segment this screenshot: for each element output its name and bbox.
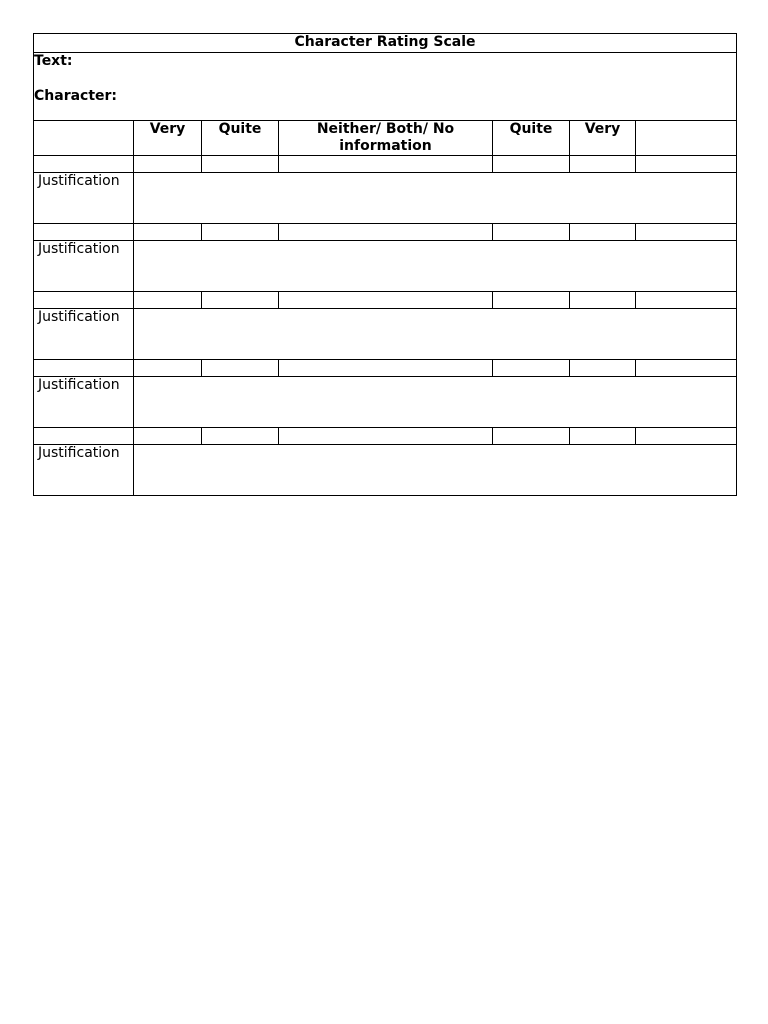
trait-cell-left[interactable] [34,292,134,309]
justification-row [34,309,737,360]
header-quite-left: Quite [202,121,279,156]
header-very-right: Very [570,121,636,156]
rating-cell-neither[interactable] [279,292,493,309]
rating-cell-very-left[interactable] [134,224,202,241]
rating-cell-very-left[interactable] [134,428,202,445]
justification-label: Justification [34,309,134,360]
header-neither: Neither/ Both/ No information [279,121,493,156]
header-very-left: Very [134,121,202,156]
trait-cell-right[interactable] [636,360,737,377]
table-title: Character Rating Scale [34,34,737,53]
rating-cell-very-left[interactable] [134,292,202,309]
rating-cell-quite-right[interactable] [493,292,570,309]
rating-cell-neither[interactable] [279,360,493,377]
character-label: Character: [34,88,118,104]
rating-cell-quite-right[interactable] [493,428,570,445]
justification-row [34,445,737,496]
justification-field[interactable] [134,377,737,428]
rating-cell-quite-left[interactable] [202,156,279,173]
rating-cell-very-right[interactable] [570,360,636,377]
rating-cell-very-right[interactable] [570,428,636,445]
trait-cell-right[interactable] [636,156,737,173]
rating-cell-neither[interactable] [279,156,493,173]
rating-cell-neither[interactable] [279,224,493,241]
rating-cell-very-right[interactable] [570,156,636,173]
justification-label: Justification [34,445,134,496]
trait-cell-left[interactable] [34,224,134,241]
rating-row [34,360,737,377]
rating-cell-quite-left[interactable] [202,224,279,241]
rating-row [34,156,737,173]
header-blank-right [636,121,737,156]
justification-label: Justification [34,241,134,292]
rating-cell-very-left[interactable] [134,360,202,377]
trait-cell-right[interactable] [636,428,737,445]
justification-row [34,241,737,292]
rating-cell-quite-left[interactable] [202,360,279,377]
justification-field[interactable] [134,445,737,496]
header-quite-right: Quite [493,121,570,156]
justification-field[interactable] [134,173,737,224]
rating-row [34,292,737,309]
rating-cell-neither[interactable] [279,428,493,445]
rating-cell-quite-right[interactable] [493,224,570,241]
justification-label: Justification [34,173,134,224]
text-character-field [34,53,737,121]
rating-row [34,224,737,241]
rating-cell-very-right[interactable] [570,224,636,241]
justification-label: Justification [34,377,134,428]
rating-cell-quite-left[interactable] [202,292,279,309]
justification-row [34,377,737,428]
rating-cell-very-right[interactable] [570,292,636,309]
justification-row [34,173,737,224]
rating-cell-very-left[interactable] [134,156,202,173]
trait-cell-right[interactable] [636,224,737,241]
trait-cell-left[interactable] [34,360,134,377]
rating-cell-quite-right[interactable] [493,360,570,377]
header-row [34,121,737,156]
justification-field[interactable] [134,241,737,292]
rating-cell-quite-right[interactable] [493,156,570,173]
character-rating-table [33,33,737,496]
header-blank-left [34,121,134,156]
rating-cell-quite-left[interactable] [202,428,279,445]
rating-row [34,428,737,445]
trait-cell-right[interactable] [636,292,737,309]
trait-cell-left[interactable] [34,428,134,445]
trait-cell-left[interactable] [34,156,134,173]
text-label: Text: [34,53,73,69]
justification-field[interactable] [134,309,737,360]
